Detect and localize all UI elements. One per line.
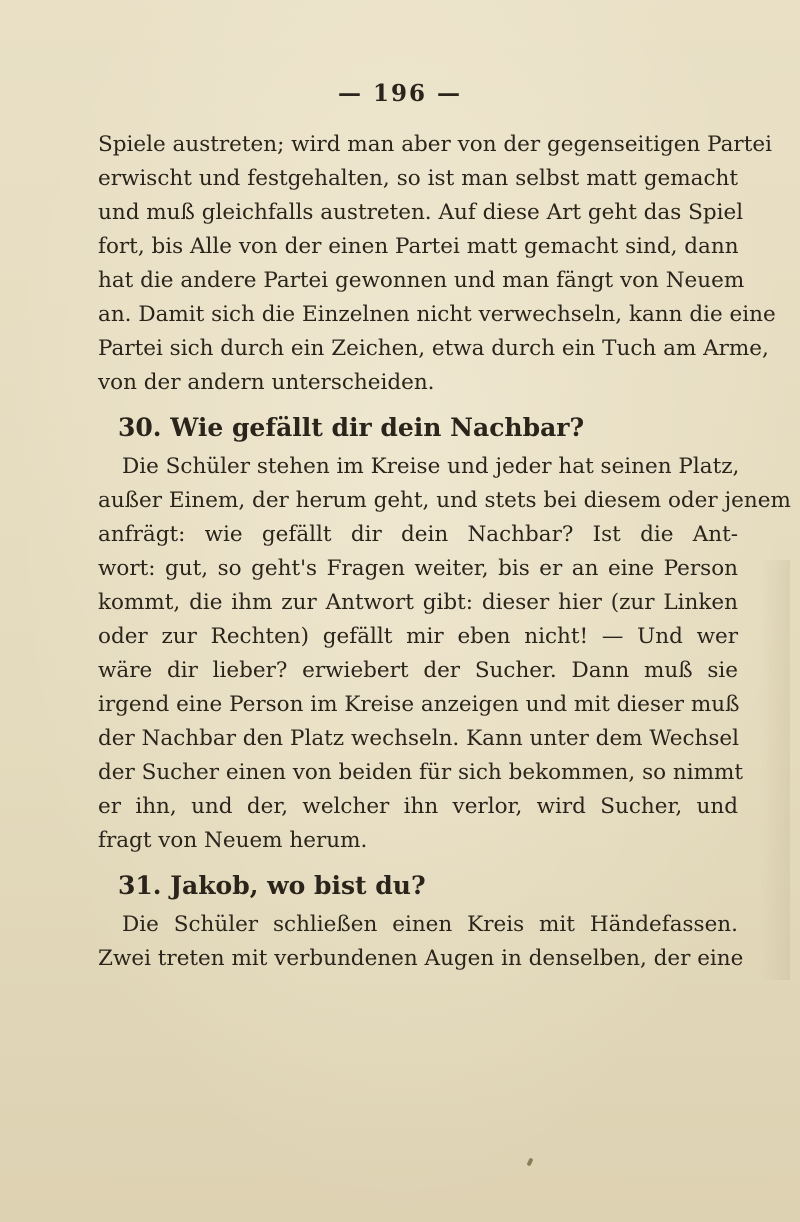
section-30-heading: 30. Wie gefällt dir dein Nachbar?	[118, 413, 585, 442]
text-line: fragt von Neuem herum.	[98, 828, 368, 853]
text-line: der Nachbar den Platz wechseln. Kann unter dem Wechsel	[98, 726, 739, 751]
paragraph-continued	[98, 128, 776, 400]
text-line: außer Einem, der herum geht, und stets bei diesem oder jenem	[98, 488, 791, 513]
text-line: irgend eine Person im Kreise anzeigen und mit dieser muß	[98, 692, 740, 717]
text-line: erwischt und festgehalten, so ist man selbst matt gemacht	[98, 166, 738, 191]
section-30-body	[98, 450, 791, 858]
section-31-heading: 31. Jakob, wo bist du?	[118, 871, 426, 900]
text-line: an. Damit sich die Einzelnen nicht verwechseln, kann die eine	[98, 302, 776, 327]
text-line: wort: gut, so geht's Fragen weiter, bis er an eine Person	[98, 556, 738, 581]
page-edge-shadow	[760, 560, 790, 980]
ink-speck	[526, 1158, 533, 1167]
page-number: — 196 —	[337, 80, 463, 107]
text-line: Partei sich durch ein Zeichen, etwa durch ein Tuch am Arme,	[98, 336, 769, 361]
text-line: fort, bis Alle von der einen Partei matt gemacht sind, dann	[98, 234, 739, 259]
text-line: wäre dir lieber? erwiebert der Sucher. Dann muß sie	[98, 658, 738, 683]
text-line: Spiele austreten; wird man aber von der gegenseitigen Partei	[98, 132, 772, 157]
text-line: er ihn, und der, welcher ihn verlor, wird Sucher, und	[98, 794, 738, 819]
text-line: von der andern unterscheiden.	[98, 370, 435, 395]
text-line: hat die andere Partei gewonnen und man fängt von Neuem	[98, 268, 745, 293]
text-line: Die Schüler stehen im Kreise und jeder hat seinen Platz,	[122, 454, 740, 479]
section-31-body	[98, 908, 744, 976]
text-line: Die Schüler schließen einen Kreis mit Händefassen.	[122, 912, 738, 937]
text-line: anfrägt: wie gefällt dir dein Nachbar? Ist die Ant-	[98, 522, 738, 547]
text-line: und muß gleichfalls austreten. Auf diese Art geht das Spiel	[98, 200, 744, 225]
page-body	[98, 128, 791, 976]
text-line: kommt, die ihm zur Antwort gibt: dieser hier (zur Linken	[98, 590, 738, 615]
text-line: Zwei treten mit verbundenen Augen in denselben, der eine	[98, 946, 744, 971]
text-line: der Sucher einen von beiden für sich bekommen, so nimmt	[98, 760, 744, 785]
text-line: oder zur Rechten) gefällt mir eben nicht! — Und wer	[98, 624, 738, 649]
